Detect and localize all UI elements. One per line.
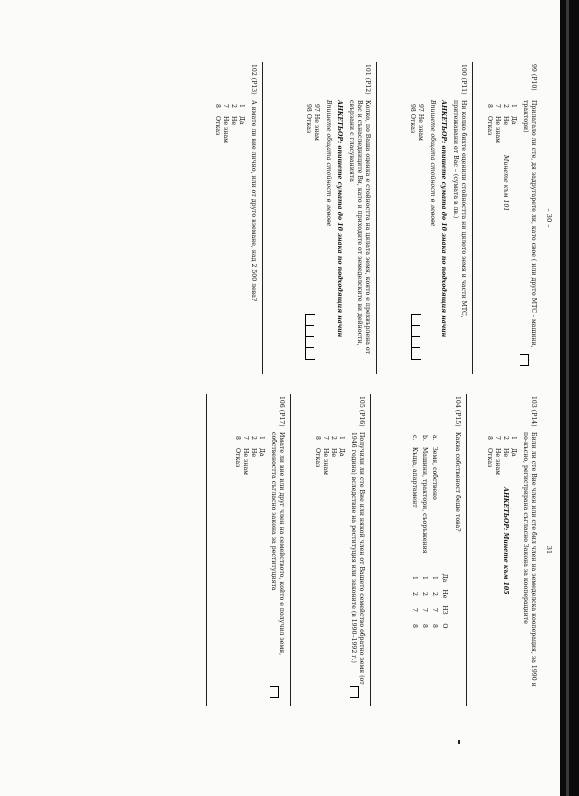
option[interactable]: 7 Не знам xyxy=(494,104,502,143)
matrix-header-row: Да Не НЗ О xyxy=(441,573,449,629)
page-number: 31 xyxy=(545,545,553,555)
write-prompt: Впишете общата стойност в левове xyxy=(429,100,437,227)
left-page xyxy=(19,58,559,378)
option[interactable]: 7 Не знам xyxy=(322,436,330,475)
question-104 xyxy=(409,396,461,701)
ownership-matrix xyxy=(409,432,449,634)
matrix-row: c. Къща, апартамент 1 2 7 8 xyxy=(411,435,419,628)
interviewer-instruction: АНКЕТЬОР: впишете сумата до 10 знака по подходящия начин xyxy=(336,100,344,338)
question-text: Имате ли вие или друг член на семейството, който е получил земя, собствеността съгласно закона за реституцията xyxy=(270,432,285,656)
option[interactable]: 97 Не знам xyxy=(313,104,321,141)
matrix-row: а. Земя, собствено 1 2 7 8 xyxy=(431,435,439,628)
question-number: 105 (P16) xyxy=(358,396,365,427)
option[interactable]: 98 Отказ xyxy=(305,104,313,134)
divider xyxy=(290,394,291,706)
divider xyxy=(472,62,473,374)
answer-options xyxy=(485,436,517,701)
option[interactable]: 2 Не xyxy=(230,104,238,126)
option[interactable]: 7 Не знам xyxy=(494,436,502,475)
question-number: 101 (P12) xyxy=(364,64,371,95)
question-number: 106 (P17) xyxy=(278,396,285,427)
option[interactable]: 2 НеАНКЕТЬОР: Минете към 105 xyxy=(502,436,510,595)
skip-note: Минете към 101 xyxy=(502,155,510,212)
answer-box[interactable] xyxy=(270,686,279,698)
divider xyxy=(206,394,207,706)
question-text: Прилагало ли сте, дя задругарете ли, като свое ( или друго МТС - машини, трактори) xyxy=(522,100,537,348)
amount-digit-boxes[interactable] xyxy=(305,314,315,360)
option[interactable]: 2 Не xyxy=(250,436,258,458)
option[interactable]: 1 Да xyxy=(238,104,246,125)
option[interactable]: 1 Да xyxy=(510,104,518,125)
option[interactable]: 8 Отказ xyxy=(486,436,494,468)
question-text: Ни колко бихте оценили стойността ни цялото земя и части МТС, притежавани от Вас – (сумата в лв.) xyxy=(452,100,467,318)
option[interactable]: 1 Да xyxy=(510,436,518,457)
question-text: Получили ли сте Вие или някой член от Вашето семейство обратно земя (от 1946 година) вследствие на реституция или законите (в 1990–1992 г.) xyxy=(350,432,365,685)
matrix-row: b. Машини, трактори, съоръжения 1 2 7 8 xyxy=(421,435,429,628)
divider xyxy=(262,62,263,374)
divider xyxy=(376,62,377,374)
page-number: – 30 – xyxy=(545,208,553,228)
question-text: Колко, по Ваша оценка е стойността на цялата земя, която е прехвърлена от Вас и сънаследниците Ви, като и приходите от земеделските ви дейности, свързани с гласуванията xyxy=(348,100,371,355)
question-103 xyxy=(485,396,537,701)
question-99 xyxy=(485,64,537,369)
option[interactable]: 8 Отказ xyxy=(234,436,242,468)
answer-box[interactable] xyxy=(520,354,529,366)
option[interactable]: 1 Да xyxy=(338,436,346,457)
option[interactable]: 98 Отказ xyxy=(409,104,417,134)
question-number: 102 (P13) xyxy=(250,64,257,95)
question-number: 99 (P10) xyxy=(530,64,537,91)
option[interactable]: 7 Не знам xyxy=(222,104,230,143)
option[interactable]: 1 Да xyxy=(258,436,266,457)
answer-box[interactable] xyxy=(350,686,359,698)
divider xyxy=(466,394,467,706)
skip-note: АНКЕТЬОР: Минете към 105 xyxy=(502,487,510,595)
rotated-questionnaire-spread xyxy=(19,58,559,710)
answer-options xyxy=(233,436,265,701)
answer-options xyxy=(485,104,517,369)
question-102 xyxy=(213,64,257,369)
question-106 xyxy=(233,396,285,701)
interviewer-instruction: АНКЕТЬОР: впишете сумата до 10 знака по подходящия начин xyxy=(440,100,448,338)
option[interactable]: 8 Отказ xyxy=(214,104,222,136)
question-text: А имате ли вие лично, или от друго вземане, над 2 500 лева? xyxy=(250,100,257,302)
option[interactable]: 2 Не xyxy=(330,436,338,458)
answer-options xyxy=(313,436,345,701)
question-number: 100 (P11) xyxy=(460,64,467,95)
question-number: 104 (P15) xyxy=(454,396,461,427)
write-prompt: Впишете общата стойност в левове xyxy=(325,100,333,227)
answer-options xyxy=(213,104,245,369)
option[interactable]: 2 НеМинете към 101 xyxy=(502,104,510,212)
right-page xyxy=(19,390,559,710)
question-text: Били ли сте Вие член или сте бил член на земеделска кооперация, за 1990 и по-късно, регистрирана съгласно Закона за кооперациите xyxy=(522,432,537,687)
option[interactable]: 97 Не знам xyxy=(417,104,425,141)
divider xyxy=(370,394,371,706)
scan-edge-shadow xyxy=(560,0,579,796)
amount-digit-boxes[interactable] xyxy=(411,314,421,360)
option[interactable]: 7 Не знам xyxy=(242,436,250,475)
option[interactable]: 8 Отказ xyxy=(314,436,322,468)
option[interactable]: 8 Отказ xyxy=(486,104,494,136)
question-text: Каква собственост беше това? xyxy=(454,432,461,532)
question-105 xyxy=(313,396,365,701)
scan-speck xyxy=(458,740,460,744)
question-number: 103 (P14) xyxy=(530,396,537,427)
